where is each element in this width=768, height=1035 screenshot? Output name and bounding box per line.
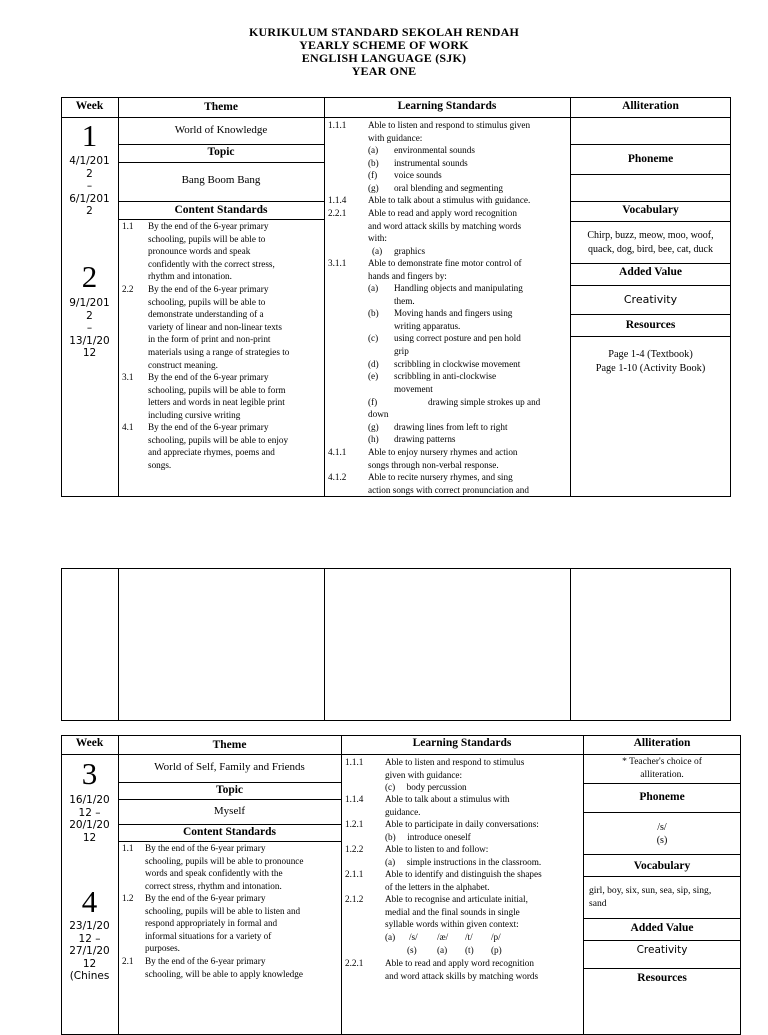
phoneme-header: Phoneme <box>627 153 674 165</box>
col-divider <box>118 735 119 1035</box>
topic-header-2: Topic <box>215 784 244 796</box>
row-divider <box>583 783 741 784</box>
ls-3-1-1-sub-h: (h) drawing patterns <box>368 434 456 444</box>
added-value: Creativity <box>623 293 678 306</box>
row-divider <box>570 314 731 315</box>
col-divider <box>341 735 342 1035</box>
ls-2-2-1-sub: (a) graphics <box>372 246 426 256</box>
row-divider <box>118 144 324 145</box>
week-4-dates: 23/1/20 12 – 27/1/20 12 (Chines <box>69 920 110 982</box>
topic-value: Bang Boom Bang <box>181 174 261 186</box>
row-divider <box>583 854 741 855</box>
week-number-1: 1 <box>81 118 98 153</box>
doc-title-line1: KURIKULUM STANDARD SEKOLAH RENDAH <box>248 25 520 39</box>
alliteration-header: Alliteration <box>622 100 679 112</box>
ls-3-1-1-sub-g: (g) drawing lines from left to right <box>368 422 508 432</box>
row-divider <box>570 221 731 222</box>
theme-header-2: Theme <box>212 739 247 751</box>
week-number-2: 2 <box>81 259 98 294</box>
ls-3-1-1-sub-f-cont: down <box>368 409 389 419</box>
theme-value-2: World of Self, Family and Friends <box>154 761 305 773</box>
col-divider <box>324 568 325 721</box>
resources-value: Page 1-4 (Textbook) Page 1-10 (Activity Book) <box>595 349 706 374</box>
row-divider <box>583 968 741 969</box>
added-value-header-2: Added Value <box>630 922 694 934</box>
row-divider <box>570 263 731 264</box>
added-value-header: Added Value <box>619 266 682 278</box>
ls-3-1-1-sub-f: (f) drawing simple strokes up and <box>368 397 541 407</box>
week-header-2: Week <box>75 737 104 749</box>
ls-3-1-1-subs: (a) Handling objects and manipulating them. (b) Moving hands and fingers using writing apparatus. (c) using correct posture and pen hold grip (d) scribbling in clockwise movement (e) scribbling in anti-clockwise movement <box>368 283 523 394</box>
row-divider <box>118 799 341 800</box>
row-divider <box>570 336 731 337</box>
doc-title-line2: YEARLY SCHEME OF WORK <box>299 38 469 52</box>
week-3-dates: 16/1/20 12 – 20/1/20 12 <box>69 794 110 844</box>
week-number-4: 4 <box>81 884 98 919</box>
row-divider <box>118 162 324 163</box>
vocabulary-header-2: Vocabulary <box>633 860 691 872</box>
row-divider <box>570 174 731 175</box>
topic-value-2: Myself <box>213 805 246 817</box>
ls-b-1-2-1-sub: (b) introduce oneself <box>385 832 471 842</box>
col-divider <box>118 568 119 721</box>
ls-b-1-1-1-sub: (c) body percussion <box>385 782 467 792</box>
ls-1-1-1-subs: (a) environmental sounds (b) instrumental sounds (f) voice sounds (g) oral blending and segmenting <box>368 145 503 193</box>
resources-header-2: Resources <box>637 972 687 984</box>
alliteration-header-2: Alliteration <box>633 737 691 749</box>
added-value-2: Creativity <box>636 944 688 956</box>
week-number-3: 3 <box>81 756 98 791</box>
week-header: Week <box>75 100 104 112</box>
week-2-dates: 9/1/201 2 – 13/1/20 12 <box>69 297 110 359</box>
vocabulary-value: Chirp, buzz, meow, moo, woof, quack, dog, bird, bee, cat, duck <box>587 230 714 255</box>
row-divider <box>570 285 731 286</box>
resources-header: Resources <box>625 319 676 331</box>
row-divider <box>118 201 324 202</box>
header-row-divider <box>61 117 731 118</box>
ls-b-1-2-2-sub: (a) simple instructions in the classroom. <box>385 857 542 867</box>
content-standards-header-2: Content Standards <box>183 826 276 838</box>
vocabulary-value-2: girl, boy, six, sun, sea, sip, sing, sand <box>589 885 712 909</box>
week-1-dates: 4/1/201 2 – 6/1/201 2 <box>69 155 110 217</box>
theme-value: World of Knowledge <box>174 124 268 136</box>
doc-title-line3: ENGLISH LANGUAGE (SJK) <box>301 51 467 65</box>
doc-title-line4: YEAR ONE <box>351 64 417 78</box>
row-divider <box>583 918 741 919</box>
row-divider <box>583 876 741 877</box>
row-divider <box>583 940 741 941</box>
row-divider <box>118 782 341 783</box>
topic-header: Topic <box>207 146 235 158</box>
theme-header: Theme <box>204 101 238 113</box>
col-divider <box>324 97 325 497</box>
content-standards-header: Content Standards <box>174 204 268 216</box>
row-divider <box>118 824 341 825</box>
learning-standards-header-2: Learning Standards <box>412 737 512 749</box>
learning-standards-header: Learning Standards <box>397 100 497 112</box>
ls-b-2-1-2-sounds: (a) /s/ /æ/ /t/ /p/ (s) (a) (t) (p) <box>385 932 502 955</box>
row-divider <box>570 201 731 202</box>
vocabulary-header: Vocabulary <box>622 204 679 216</box>
row-divider <box>583 812 741 813</box>
header-row-divider <box>61 754 741 755</box>
phoneme-header-2: Phoneme <box>639 791 685 803</box>
alliteration-value: * Teacher's choice of alliteration. <box>622 757 702 780</box>
continuation-table <box>61 568 731 721</box>
col-divider <box>570 568 571 721</box>
row-divider <box>570 144 731 145</box>
phoneme-value: /s/ (s) <box>656 822 668 846</box>
